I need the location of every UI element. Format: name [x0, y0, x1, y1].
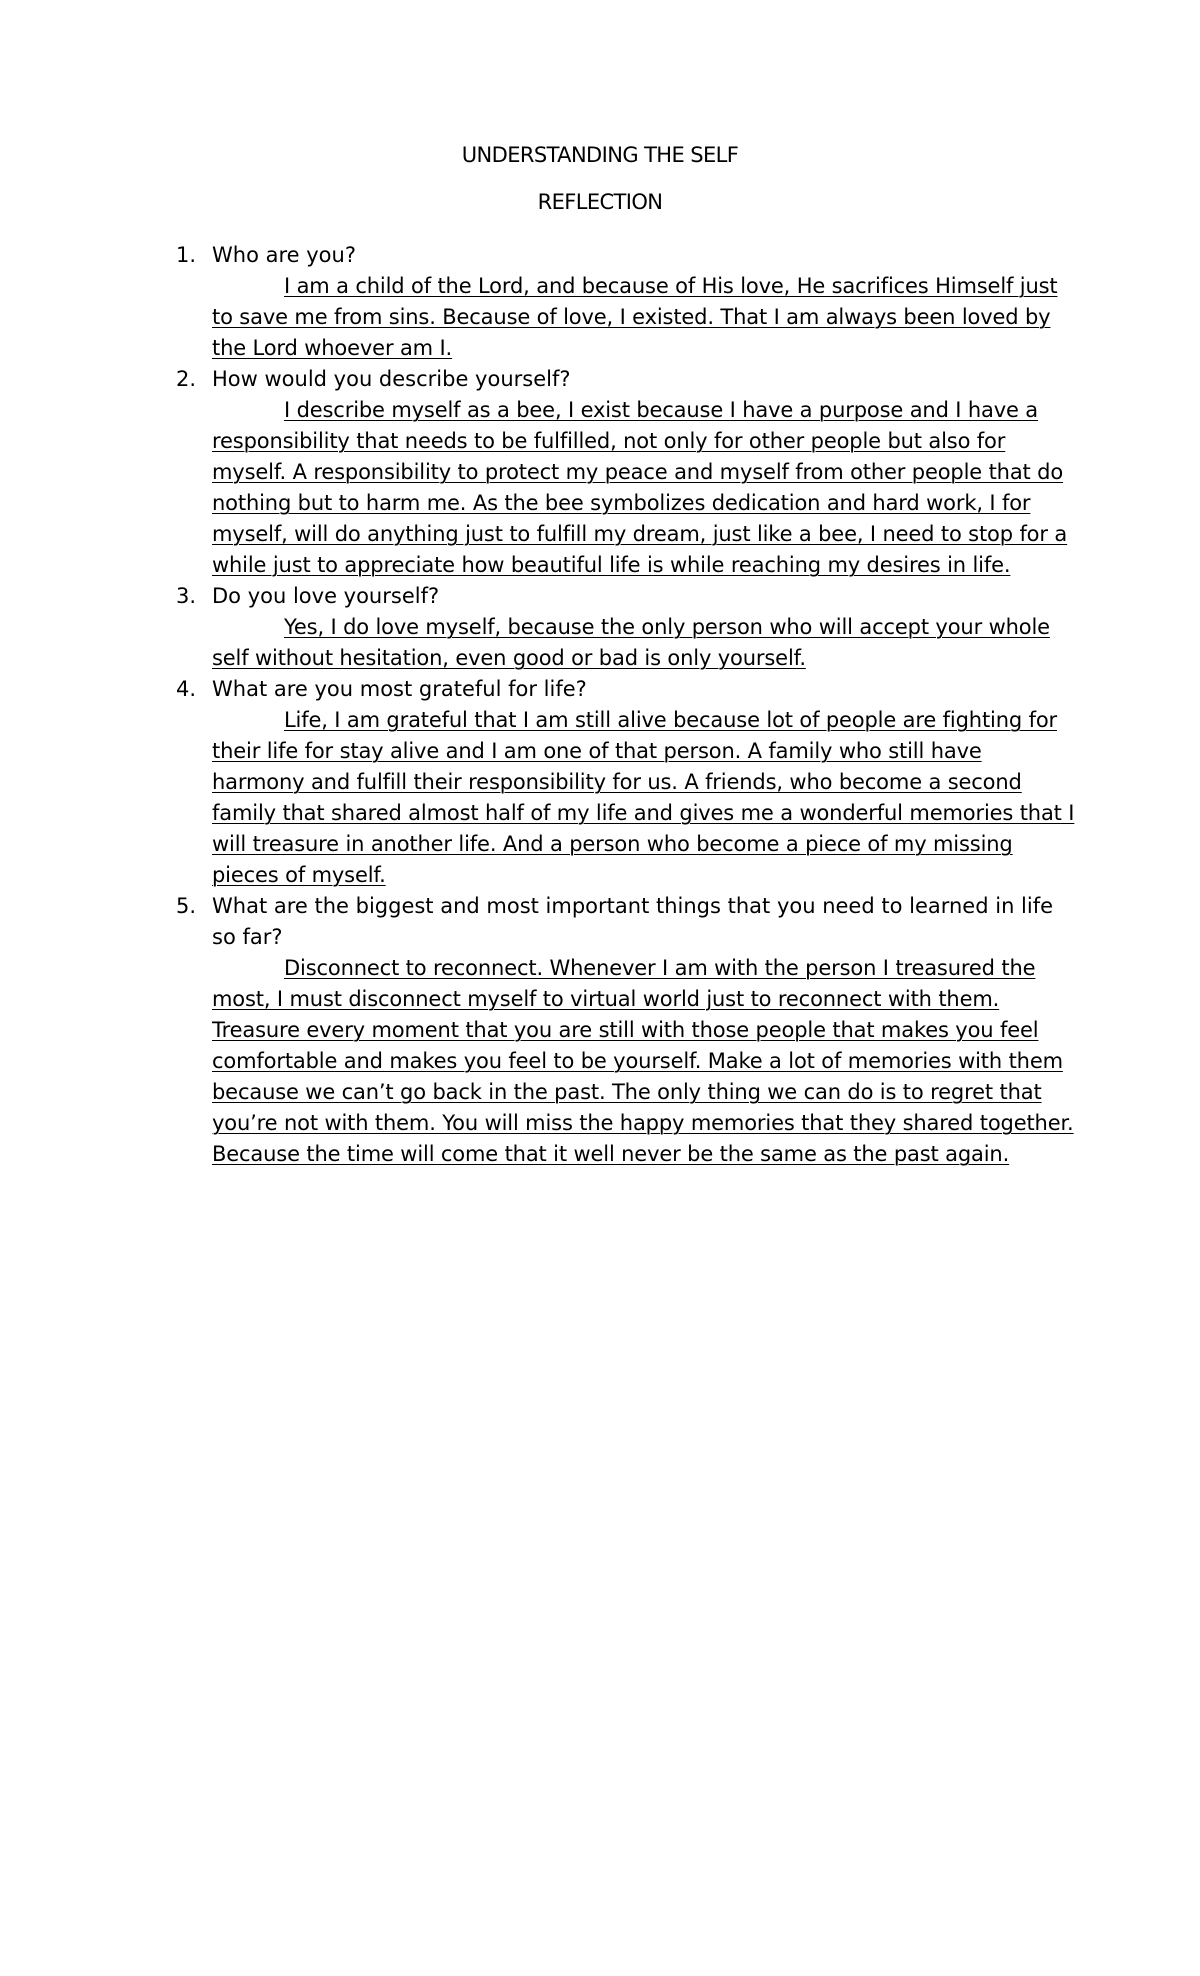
question-number: 5. [176, 894, 197, 918]
question-number: 1. [176, 243, 197, 267]
question-number: 4. [176, 677, 197, 701]
question-item-5 [176, 891, 1076, 1170]
question-number: 3. [176, 584, 197, 608]
document-subtitle: REFLECTION [537, 190, 663, 214]
answer-text: I describe myself as a bee, I exist because I have a purpose and I have a responsibility that needs to be fulfilled, not only for other people but also for myself. A responsibility to protect my peace and myself from other people that do nothing but to harm me. As the bee symbolizes dedication and hard work, I for myself, will do anything just to fulfill my dream, just like a bee, I need to stop for a while just to appreciate how beautiful life is while reaching my desires in life. [212, 398, 1068, 577]
answer-text: Yes, I do love myself, because the only person who will accept your whole self without hesitation, even good or bad is only yourself. [212, 615, 1050, 670]
document-title: UNDERSTANDING THE SELF [461, 143, 739, 167]
question-item-4 [176, 674, 1076, 891]
question-number: 2. [176, 367, 197, 391]
question-item-2 [176, 364, 1076, 581]
question-item-1 [176, 240, 1076, 364]
question-text: How would you describe yourself? [212, 367, 571, 391]
question-text: What are you most grateful for life? [212, 677, 587, 701]
answer-text: Disconnect to reconnect. Whenever I am with the person I treasured the most, I must disconnect myself to virtual world just to reconnect with them. Treasure every moment that you are still with those people that makes you feel comfortable and makes you feel to be yourself. Make a lot of memories with them because we can’t go back in the past. The only thing we can do is to regret that you’re not with them. You will miss the happy memories that they shared together. Because the time will come that it well never be the same as the past again. [212, 956, 1074, 1166]
question-text: Do you love yourself? [212, 584, 440, 608]
answer-text: Life, I am grateful that I am still alive because lot of people are fighting for their life for stay alive and I am one of that person. A family who still have harmony and fulfill their responsibility for us. A friends, who become a second family that shared almost half of my life and gives me a wonderful memories that I will treasure in another life. And a person who become a piece of my missing pieces of myself. [212, 708, 1075, 887]
question-text: What are the biggest and most important things that you need to learned in life so far? [212, 894, 1054, 949]
question-text: Who are you? [212, 243, 356, 267]
answer-text: I am a child of the Lord, and because of His love, He sacrifices Himself just to save me from sins. Because of love, I existed. That I am always been loved by the Lord whoever am I. [212, 274, 1058, 360]
question-item-3 [176, 581, 1076, 674]
question-list [176, 240, 1076, 1170]
